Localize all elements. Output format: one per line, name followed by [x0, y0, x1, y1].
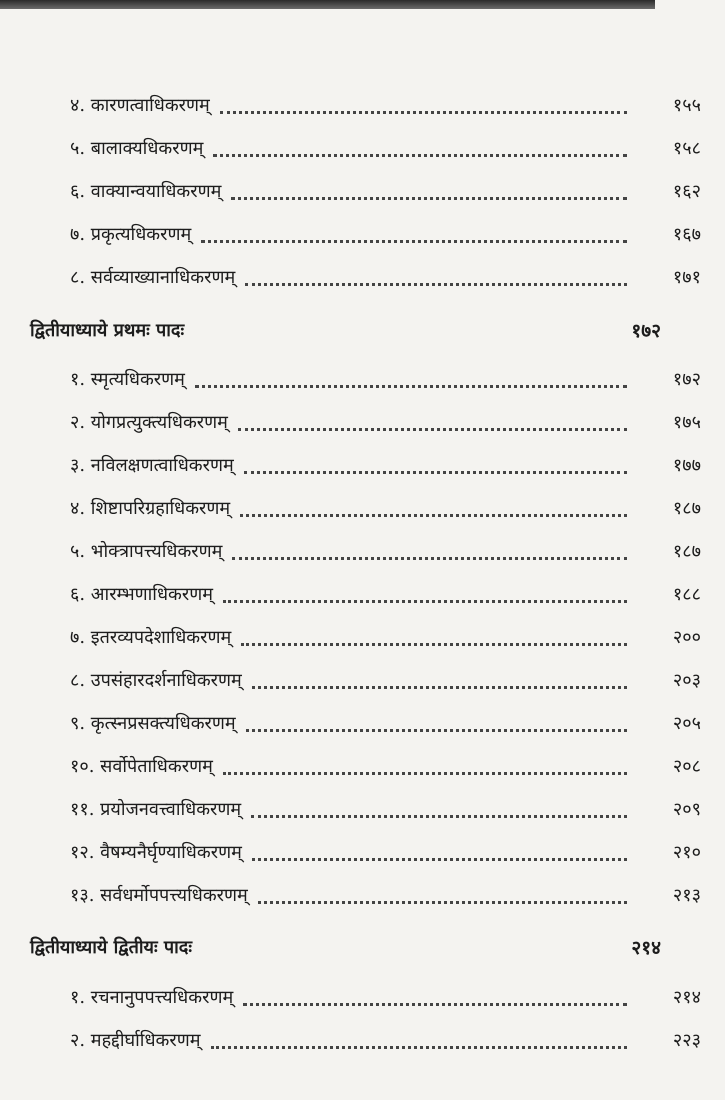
toc-entry-title: १. रचनानुपपत्त्यधिकरणम्: [70, 987, 234, 1008]
toc-entry: [0, 173, 725, 209]
toc-entry: [0, 533, 725, 569]
dot-leader: [211, 1044, 628, 1049]
toc-section-title: द्वितीयाध्याये प्रथमः पादः: [30, 320, 185, 341]
toc-entry-title: २. योगप्रत्युक्त्यधिकरणम्: [70, 412, 228, 433]
toc-entry-page: १६२: [672, 181, 701, 202]
toc-entry: [0, 130, 725, 166]
toc-entry-page: १७२: [672, 369, 701, 390]
toc-section-page: १७२: [631, 320, 661, 342]
toc-entry: [0, 259, 725, 295]
dot-leader: [231, 195, 627, 200]
toc-entry-title: ११. प्रयोजनवत्त्वाधिकरणम्: [70, 799, 242, 820]
toc-section-heading: [0, 312, 685, 348]
toc-entry: [0, 748, 725, 784]
toc-entry-page: २१०: [672, 842, 701, 863]
dot-leader: [220, 109, 627, 114]
toc-entry: [0, 447, 725, 483]
toc-entry: [0, 834, 725, 870]
toc-section-page: २१४: [631, 937, 661, 959]
toc-entry-page: १५८: [672, 138, 701, 159]
toc-entry-title: १. स्मृत्यधिकरणम्: [70, 369, 185, 390]
dot-leader: [252, 856, 627, 861]
toc-entry-page: १६७: [672, 224, 701, 245]
toc-entry-title: २. महद्दीर्घाधिकरणम्: [70, 1030, 201, 1051]
dot-leader: [251, 813, 627, 818]
dot-leader: [201, 238, 627, 243]
dot-leader: [232, 555, 627, 560]
toc-entry: [0, 361, 725, 397]
dot-leader: [252, 684, 627, 689]
toc-entry-title: ७. इतरव्यपदेशाधिकरणम्: [70, 627, 232, 648]
dot-leader: [258, 899, 627, 904]
toc-entry-page: २१४: [672, 987, 701, 1008]
toc-entry: [0, 1022, 725, 1058]
toc-entry-page: २०३: [672, 670, 701, 691]
toc-entry-title: १३. सर्वधर्मोपपत्त्यधिकरणम्: [70, 885, 248, 906]
dot-leader: [245, 281, 627, 286]
toc-entry-title: १२. वैषम्यनैर्घृण्याधिकरणम्: [70, 842, 242, 863]
toc-entry-page: २०८: [672, 756, 701, 777]
toc-entry-page: १७७: [672, 455, 701, 476]
toc-entry-page: १८७: [672, 541, 701, 562]
toc-entry: [0, 490, 725, 526]
toc-entry: [0, 705, 725, 741]
toc-entry: [0, 979, 725, 1015]
toc-entry: [0, 662, 725, 698]
toc-entry: [0, 404, 725, 440]
toc-entry-title: ६. वाक्यान्वयाधिकरणम्: [70, 181, 222, 202]
dot-leader: [223, 598, 627, 603]
toc-entry-title: ८. उपसंहारदर्शनाधिकरणम्: [70, 670, 242, 691]
dot-leader: [223, 770, 627, 775]
toc-entry-title: ३. नविलक्षणत्वाधिकरणम्: [70, 455, 234, 476]
toc-entry: [0, 87, 725, 123]
toc-entry-title: ७. प्रकृत्यधिकरणम्: [70, 224, 192, 245]
toc-entry: [0, 791, 725, 827]
toc-entry-page: १८८: [672, 584, 701, 605]
toc-entry-page: २००: [672, 627, 701, 648]
toc-entry-title: ५. भोक्त्रापत्त्यधिकरणम्: [70, 541, 223, 562]
toc-entry-page: १८७: [672, 498, 701, 519]
toc-entry-page: १७५: [672, 412, 701, 433]
toc-entry-title: ४. कारणत्वाधिकरणम्: [70, 95, 210, 116]
toc-entry: [0, 216, 725, 252]
toc-section-heading: [0, 929, 685, 965]
dot-leader: [244, 469, 627, 474]
toc-entry-page: २१३: [672, 885, 701, 906]
section-spacer: [194, 335, 587, 337]
toc-entry-page: २०५: [672, 713, 701, 734]
toc-entry-page: २०९: [672, 799, 701, 820]
section-spacer: [202, 952, 587, 954]
dot-leader: [243, 1001, 627, 1006]
dot-leader: [195, 383, 627, 388]
toc-entry: [0, 619, 725, 655]
toc-section-title: द्वितीयाध्याये द्वितीयः पादः: [30, 937, 192, 958]
toc-entry-title: ९. कृत्स्नप्रसक्त्यधिकरणम्: [70, 713, 236, 734]
toc-entry-title: १०. सर्वोपेताधिकरणम्: [70, 756, 213, 777]
toc-entry-title: ६. आरम्भणाधिकरणम्: [70, 584, 213, 605]
toc-entry-title: ५. बालाक्यधिकरणम्: [70, 138, 204, 159]
dot-leader: [213, 152, 627, 157]
toc-entry-page: २२३: [672, 1030, 701, 1051]
toc-entry: [0, 576, 725, 612]
toc-entry-title: ४. शिष्टापरिग्रहाधिकरणम्: [70, 498, 231, 519]
dot-leader: [240, 512, 627, 517]
toc-entry: [0, 877, 725, 913]
dot-leader: [238, 426, 627, 431]
toc-entry-title: ८. सर्वव्याख्यानाधिकरणम्: [70, 267, 236, 288]
dot-leader: [241, 641, 627, 646]
dot-leader: [246, 727, 627, 732]
toc-entry-page: १५५: [672, 95, 701, 116]
toc-entry-page: १७१: [672, 267, 701, 288]
